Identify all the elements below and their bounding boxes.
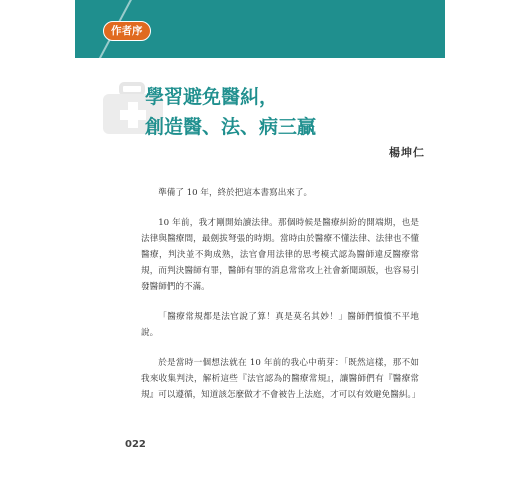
header-band xyxy=(75,0,445,58)
paragraph: 10 年前，我才剛開始讀法律。那個時候是醫療糾紛的開端期，也是法律與醫療間，最劍拔弩張的時期。當時由於醫療不懂法律、法律也不懂醫療，判決並不夠成熟，法官會用法律的思考模式認為醫師違反醫療常規，而判決醫師有罪，醫師有罪的消息常常攻上社會新聞頭版，也容易引發醫師們的不滿。 xyxy=(141,218,419,292)
section-tag: 作者序 xyxy=(103,21,151,41)
author-name: 楊坤仁 xyxy=(389,146,425,159)
paragraph: 「醫療常規都是法官說了算！真是莫名其妙！」醫師們憤憤不平地說。 xyxy=(141,312,419,338)
page-number: 022 xyxy=(125,439,146,450)
title-line-2: 創造醫、法、病三贏 xyxy=(145,116,317,138)
body-text xyxy=(141,185,419,417)
title-line-1: 學習避免醫糾， xyxy=(145,86,279,108)
book-page xyxy=(75,0,445,500)
paragraph: 於是當時一個想法就在 10 年前的我心中萌芽：「既然這樣，那不如我來收集判決，解析這些『法官認為的醫療常規』，讓醫師們有『醫療常規』可以遵循，知道該怎麼做才不會被告上法庭，才可以有效避免醫糾。」 xyxy=(141,358,421,400)
paragraph: 準備了 10 年，終於把這本書寫出來了。 xyxy=(158,188,313,198)
chapter-title xyxy=(145,82,316,142)
